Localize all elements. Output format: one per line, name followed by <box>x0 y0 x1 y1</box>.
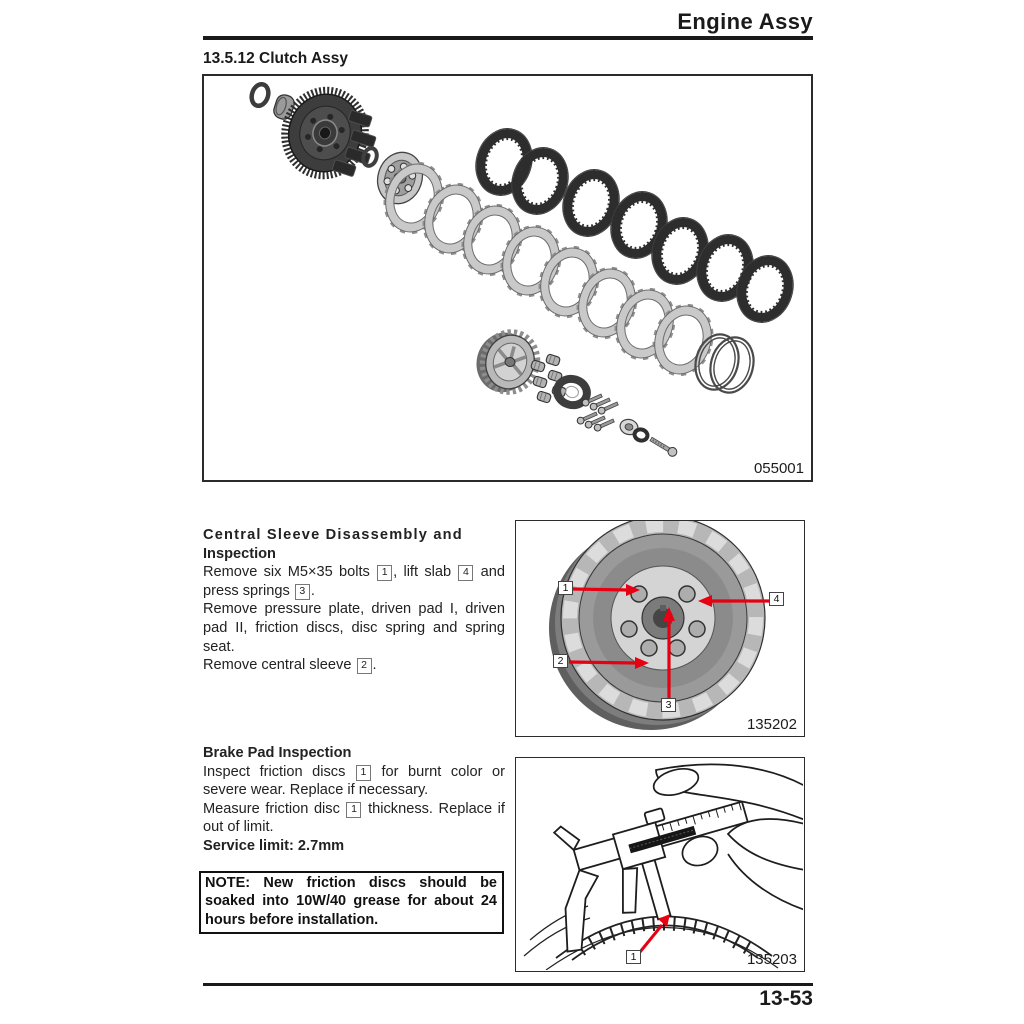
header-rule <box>203 36 813 40</box>
figure-caliper-measure <box>515 757 805 972</box>
caliper-depth-rod <box>642 860 670 919</box>
figure-central-sleeve <box>515 520 805 737</box>
friction-discs <box>377 157 720 382</box>
paragraph: Remove central sleeve 2 . <box>203 657 377 674</box>
central-sleeve-section <box>203 526 505 675</box>
washer-icon <box>249 82 271 108</box>
small-dark-ring <box>633 428 648 442</box>
caliper-slider-jaw <box>611 865 648 915</box>
callout-box-1: 1 <box>626 950 641 964</box>
callout-ref: 1 <box>377 565 392 581</box>
callout-ref: 1 <box>356 765 371 781</box>
paragraph: Measure friction disc 1 thickness. Replace if out of limit. <box>203 800 505 836</box>
footer-rule <box>203 983 813 986</box>
subsection-heading-line2: Inspection <box>203 545 276 562</box>
page-header-title: Engine Assy <box>677 9 813 34</box>
long-bolt <box>649 435 679 458</box>
paragraph: Remove pressure plate, driven pad I, driven pad II, friction discs, disc spring and spring seat. <box>203 601 505 655</box>
figure-exploded-clutch <box>202 74 813 482</box>
central-sleeve-art <box>516 521 803 735</box>
middle-finger <box>728 819 803 870</box>
service-limit: Service limit: 2.7mm <box>203 837 345 854</box>
note-box: NOTE: New friction discs should be soaked into 10W/40 grease for about 24 hours before installation. <box>199 871 504 934</box>
callout-ref: 1 <box>346 802 361 818</box>
callout-ref: 2 <box>357 658 372 674</box>
callout-ref: 3 <box>295 584 310 600</box>
subsection-heading: Brake Pad Inspection <box>203 745 352 761</box>
caliper-art <box>516 758 803 970</box>
page-number: 13-53 <box>759 987 813 1010</box>
section-title: 13.5.12 Clutch Assy <box>203 50 349 67</box>
callout-box-2: 2 <box>553 654 568 668</box>
callout-box-4: 4 <box>769 592 784 606</box>
figure-number: 055001 <box>753 460 804 477</box>
callout-box-1: 1 <box>558 581 573 595</box>
subsection-heading-line1: Central Sleeve Disassembly and <box>203 527 463 543</box>
callout-box-3: 3 <box>661 698 676 712</box>
figure-number: 135203 <box>746 951 797 968</box>
paragraph: Inspect friction discs 1 for burnt color or severe wear. Replace if necessary. <box>203 763 505 799</box>
paragraph: Remove six M5×35 bolts 1 , lift slab 4 and press springs 3 . <box>203 564 505 599</box>
brake-pad-section <box>203 744 505 856</box>
figure-number: 135202 <box>746 716 797 733</box>
callout-ref: 4 <box>458 565 473 581</box>
exploded-clutch-art <box>204 76 811 480</box>
